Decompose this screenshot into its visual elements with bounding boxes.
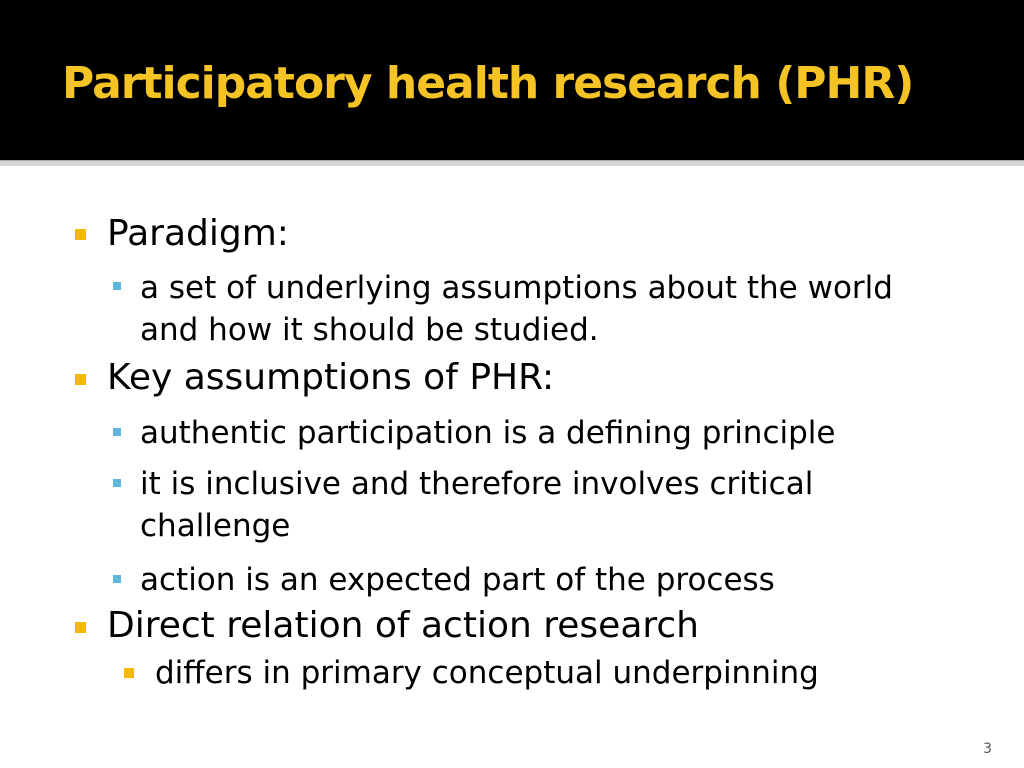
bullet-level2-inclusive-continued: challenge bbox=[140, 508, 291, 544]
square-bullet-icon bbox=[113, 575, 121, 583]
square-bullet-icon bbox=[113, 428, 121, 436]
bullet-level2-action: action is an expected part of the process bbox=[140, 562, 775, 598]
square-bullet-icon bbox=[113, 282, 121, 290]
bullet-level2-definition: a set of underlying assumptions about the world bbox=[140, 270, 893, 306]
bullet-level1-direct-relation: Direct relation of action research bbox=[107, 605, 699, 646]
page-number: 3 bbox=[983, 741, 992, 757]
square-bullet-icon bbox=[75, 229, 86, 240]
bullet-level2-differs: differs in primary conceptual underpinning bbox=[155, 655, 819, 691]
bullet-level2-authentic-participation: authentic participation is a defining principle bbox=[140, 415, 836, 451]
square-bullet-icon bbox=[113, 479, 121, 487]
square-bullet-icon bbox=[124, 668, 134, 678]
bullet-level2-definition-continued: and how it should be studied. bbox=[140, 312, 599, 348]
bullet-level2-inclusive: it is inclusive and therefore involves critical bbox=[140, 466, 814, 502]
bullet-level1-key-assumptions: Key assumptions of PHR: bbox=[107, 357, 555, 398]
slide-title: Participatory health research (PHR) bbox=[62, 58, 914, 109]
bullet-level1-paradigm: Paradigm: bbox=[107, 213, 289, 254]
square-bullet-icon bbox=[75, 374, 86, 385]
square-bullet-icon bbox=[75, 622, 86, 633]
